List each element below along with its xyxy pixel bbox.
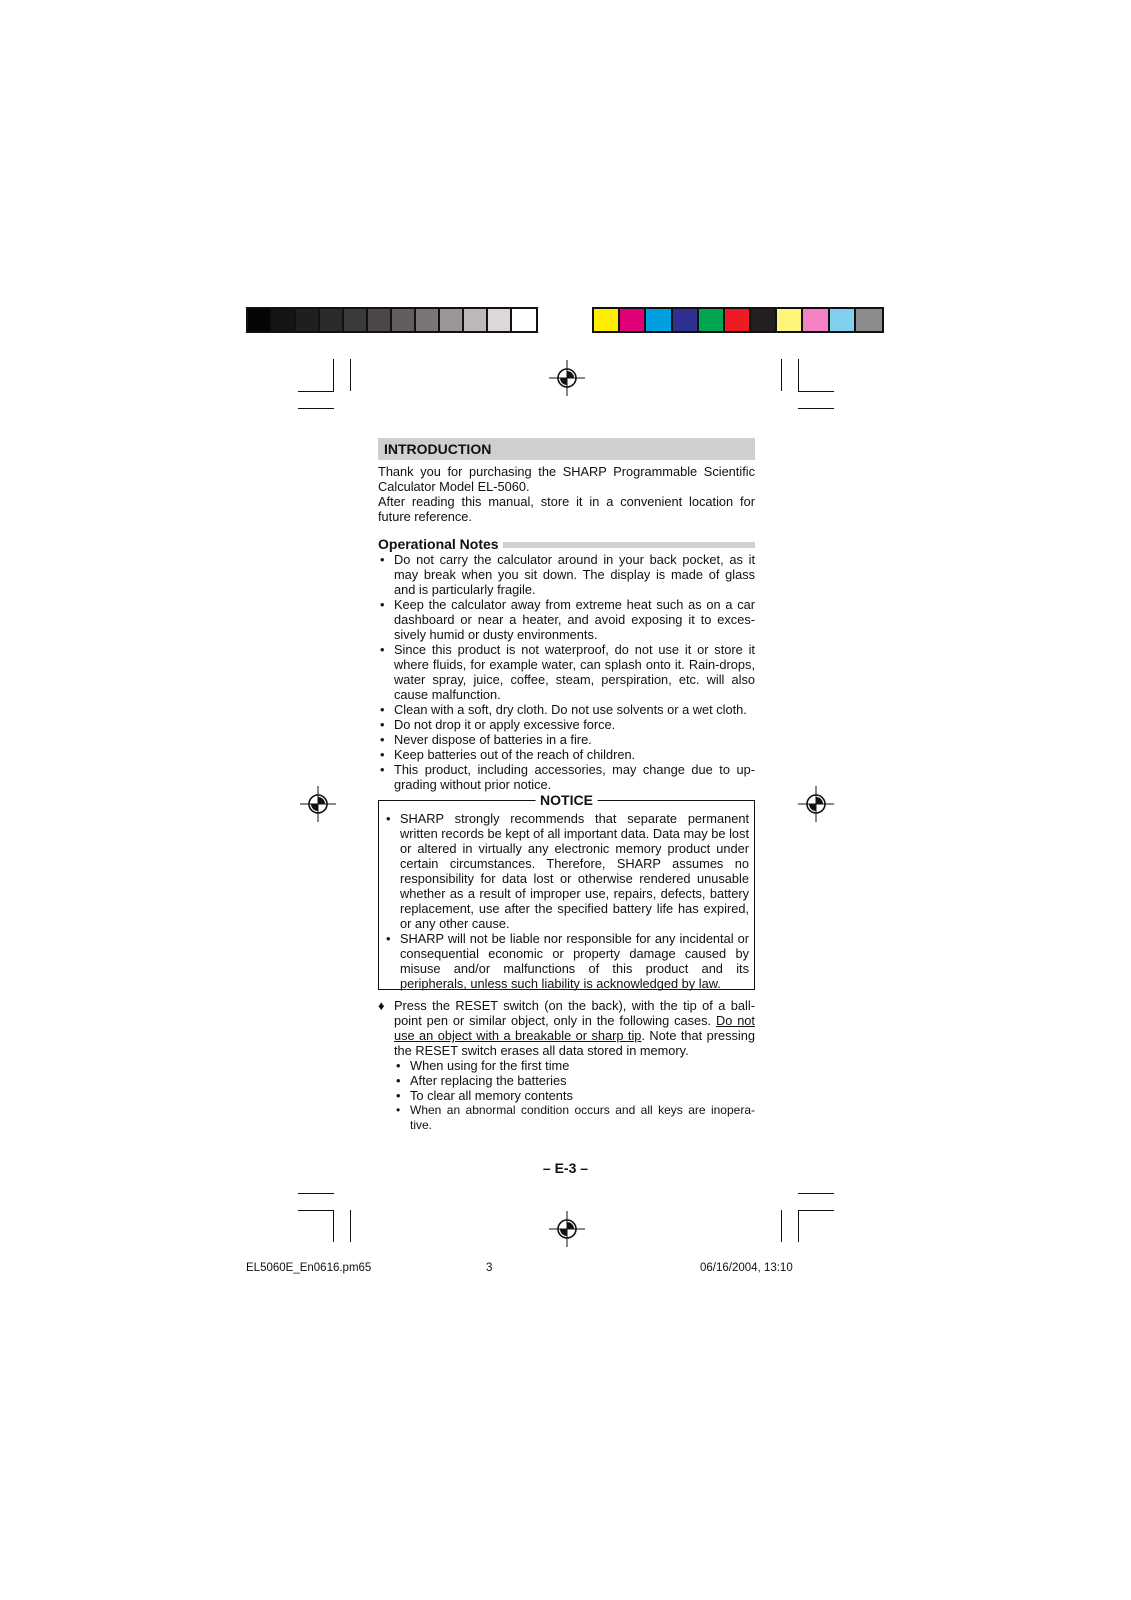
color-swatch [830, 309, 856, 331]
registration-mark-icon [300, 786, 336, 822]
color-swatch [416, 309, 440, 331]
operational-notes-heading: Operational Notes [378, 536, 503, 552]
introduction-paragraph: Thank you for purchasing the SHARP Programmable Scientific Calculator Model EL-5060. [378, 464, 755, 494]
crop-mark [781, 1210, 782, 1242]
crop-mark [798, 359, 799, 391]
introduction-paragraph: After reading this manual, store it in a convenient location for future reference. [378, 494, 755, 524]
notice-box [378, 792, 755, 991]
color-swatch [777, 309, 803, 331]
color-swatch [725, 309, 751, 331]
operational-notes-list-container [378, 552, 755, 792]
registration-mark-icon [798, 786, 834, 822]
reset-warning-underlined: Do not use an object with a breakable or sharp tip [394, 1013, 755, 1043]
list-item: • SHARP strongly recommends that separate permanent written records be kept of all important data. Data may be lost or altered in virtually any electronic memory product under certain circumstances. Therefore, SHARP assumes no responsibility for data lost or otherwise rendered unusable whether as a result of improper use, repairs, defects, battery replacement, use after the specified battery life has expired, or any other cause. [384, 811, 749, 931]
crop-mark [333, 359, 334, 391]
color-swatch-bar [592, 307, 884, 333]
operational-notes-list [378, 552, 755, 792]
diamond-bullet-icon: ♦ [378, 998, 385, 1013]
reset-paragraph [378, 998, 755, 1058]
list-item: • When an abnormal condition occurs and all keys are inopera-tive. [394, 1103, 755, 1133]
registration-mark-icon [549, 360, 585, 396]
crop-mark [350, 359, 351, 391]
list-item: • Never dispose of batteries in a fire. [378, 732, 755, 747]
introduction-heading: INTRODUCTION [378, 438, 755, 460]
reset-text-after: . Note that pressing the RESET switch erases all data stored in memory. [394, 1028, 756, 1058]
footer-page: 3 [486, 1262, 493, 1274]
list-item: • This product, including accessories, may change due to up-grading without prior notice. [378, 762, 755, 792]
color-swatch [320, 309, 344, 331]
color-swatch [856, 309, 882, 331]
color-swatch [368, 309, 392, 331]
color-swatch [464, 309, 488, 331]
introduction-body [378, 464, 755, 524]
color-swatch [344, 309, 368, 331]
color-swatch [248, 309, 272, 331]
page-number: – E-3 – [542, 1160, 589, 1176]
crop-mark [333, 1210, 334, 1242]
color-swatch [646, 309, 672, 331]
gray-swatch-bar [246, 307, 538, 333]
list-item: • Do not carry the calculator around in your back pocket, as it may break when you sit down. The display is made of glass and is particularly fragile. [378, 552, 755, 597]
crop-mark [798, 1210, 799, 1242]
footer-datetime: 06/16/2004, 13:10 [700, 1262, 793, 1274]
reset-text-before: Press the RESET switch (on the back), with the tip of a ball-point pen or similar object, only in the following cases. [394, 998, 755, 1028]
list-item: • Clean with a soft, dry cloth. Do not use solvents or a wet cloth. [378, 702, 755, 717]
list-item: • Since this product is not waterproof, do not use it or store it where fluids, for example water, can splash onto it. Rain-drops, water spray, juice, coffee, steam, perspiration, etc. will also cause malfunction. [378, 642, 755, 702]
crop-mark [298, 1210, 334, 1211]
reset-cases [378, 1058, 755, 1133]
notice-title: NOTICE [535, 792, 598, 808]
color-swatch [512, 309, 536, 331]
footer-filename: EL5060E_En0616.pm65 [246, 1262, 372, 1274]
crop-mark [781, 359, 782, 391]
color-swatch [673, 309, 699, 331]
reset-instructions [378, 998, 755, 1133]
registration-mark-icon [549, 1211, 585, 1247]
crop-mark [298, 1193, 334, 1194]
color-swatch [392, 309, 416, 331]
color-swatch [699, 309, 725, 331]
crop-mark [350, 1210, 351, 1242]
crop-mark [298, 408, 334, 409]
crop-mark [798, 391, 834, 392]
color-swatch [594, 309, 620, 331]
color-swatch [488, 309, 512, 331]
operational-notes-heading-row [378, 536, 755, 552]
notice-list [384, 811, 749, 991]
reset-case-list [394, 1058, 755, 1133]
color-swatch [440, 309, 464, 331]
list-item: • After replacing the batteries [394, 1073, 755, 1088]
color-swatch [803, 309, 829, 331]
crop-mark [798, 1193, 834, 1194]
color-swatch [272, 309, 296, 331]
crop-mark [798, 408, 834, 409]
list-item: • SHARP will not be liable nor responsible for any incidental or consequential economic or property damage caused by misuse and/or malfunctions of this product and its peripherals, unless such liability is acknowledged by law. [384, 931, 749, 991]
list-item: • Keep the calculator away from extreme heat such as on a car dashboard or near a heater, and avoid exposing it to exces-sively humid or dusty environments. [378, 597, 755, 642]
list-item: • Do not drop it or apply excessive force. [378, 717, 755, 732]
crop-mark [798, 1210, 834, 1211]
list-item: • When using for the first time [394, 1058, 755, 1073]
color-swatch [751, 309, 777, 331]
list-item: • To clear all memory contents [394, 1088, 755, 1103]
crop-mark [298, 391, 334, 392]
color-swatch [296, 309, 320, 331]
list-item: • Keep batteries out of the reach of children. [378, 747, 755, 762]
color-swatch [620, 309, 646, 331]
